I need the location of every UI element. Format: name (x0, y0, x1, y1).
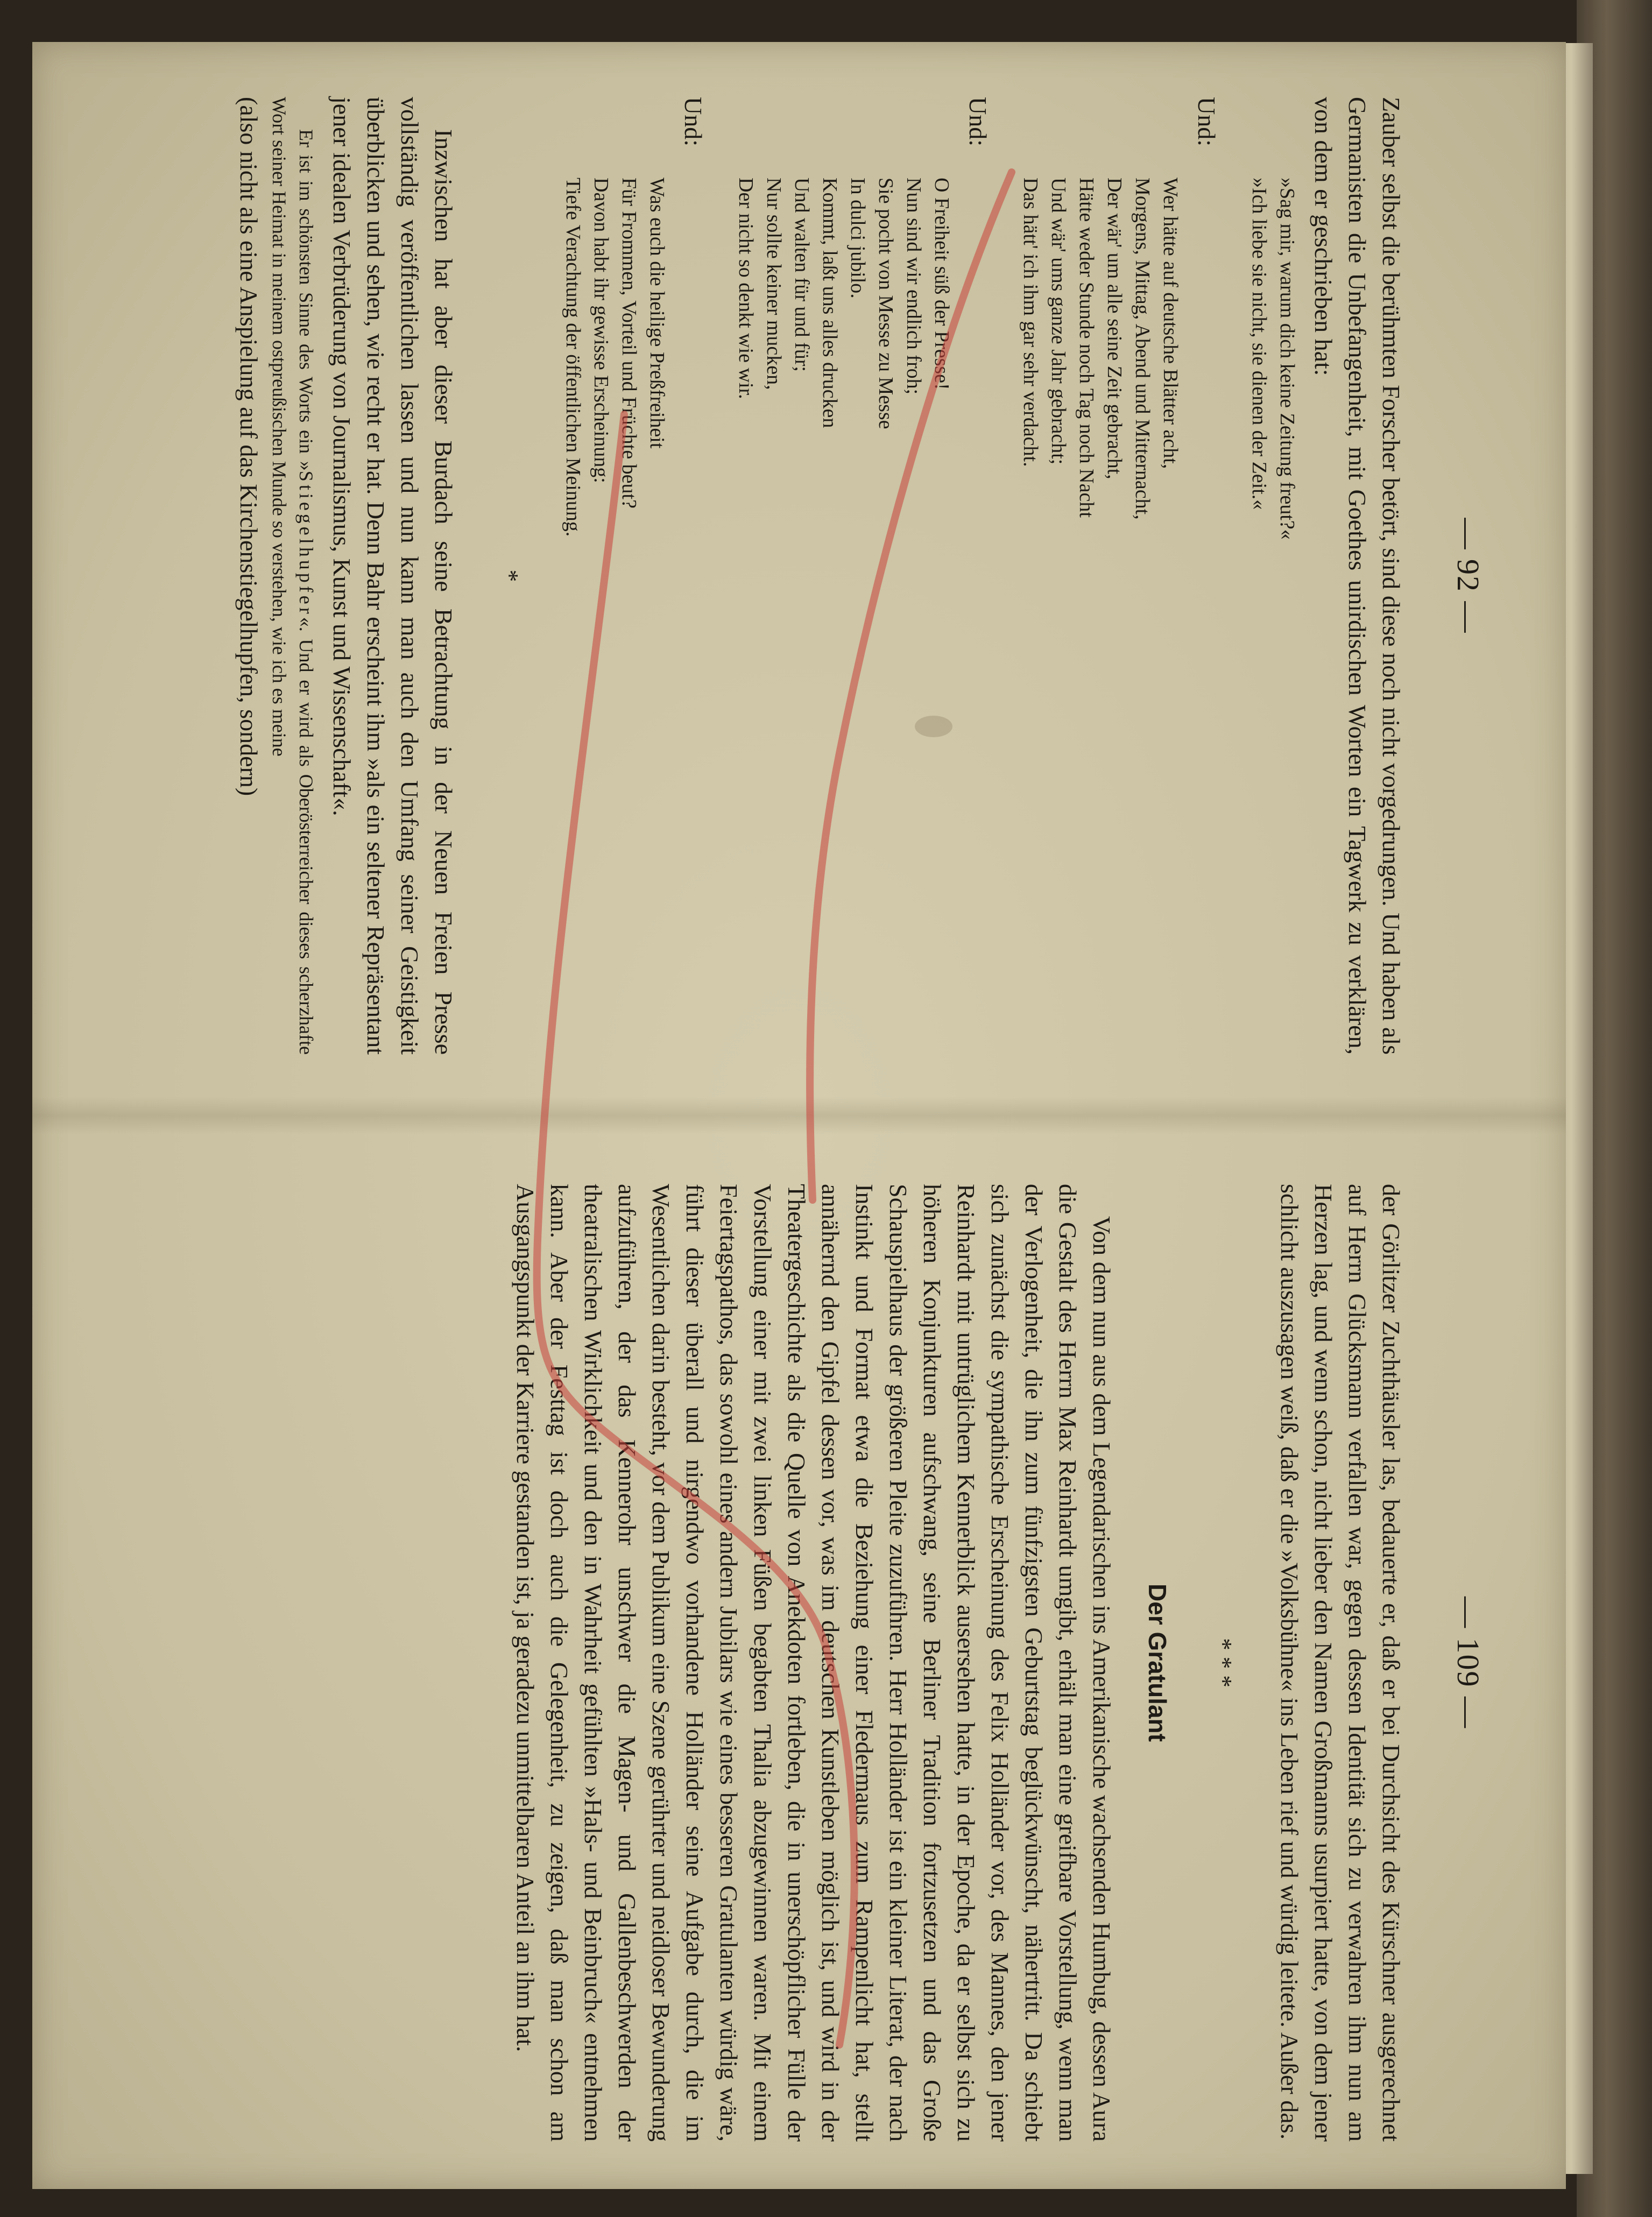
paragraph: Von dem nun aus dem Legendarischen ins Amerikanische wachsenden Humbug, dessen Aura die Gestalt des Herrn Max Reinhardt umgibt, erhält man eine greifbare Vorstellung, wenn man der Verlogenheit, die ihn zum fünfzigsten Geburtstag beglückwünscht, nähertritt. Da schiebt sich zunächst die sympathische Erscheinung des Felix Holländer vor, des Mannes, den jener Reinhardt mit untrüglichem Kennerblick ausersehen hatte, in der Epoche, da er selbst sich zu höheren Konjunkturen aufschwang, seine Berliner Tradition fortzusetzen und das Große Schauspielhaus der größeren Pleite zuzuführen. Herr Holländer ist ein kleiner Literat, der nach Instinkt und Format etwa die Beziehung einer Fledermaus zum Rampenlicht hat, stellt annähernd den Gipfel dessen vor, was im deutschen Kunstleben möglich ist, und wird in der Theatergeschichte als die Quelle von Anekdoten fortleben, die in unerschöpflicher Fülle der Vorstellung einer mit zwei linken Füßen begabten Thalia abzugewinnen waren. Mit einem Feiertagspathos, das sowohl eines andern Jubilars wie eines besseren Gratulanten würdig wäre, führt dieser überall und nirgendwo vorhandene Holländer seine Aufgabe durch, die im Wesentlichen darin besteht, vor dem Publikum eine Szene gerührter und neidloser Bewunderung aufzuführen, der das Kennerohr unschwer die Magen- und Gallenbeschwerden der theatralischen Wirklichkeit und den in Wahrheit gefühlten »Hals- und Beinbruch« entnehmen kann. Aber der Festtag ist doch auch die Gelegenheit, zu zeigen, daß man schon am Ausgangspunkt der Karriere gestanden ist, ja geradezu unmittelbaren Anteil an ihm hat. (512, 1184, 1116, 2142)
footnote (266, 97, 320, 1055)
poem-line: Was euch die heilige Preßfreiheit (646, 178, 668, 449)
poem-line: Sie pocht von Messe zu Messe (874, 178, 897, 429)
poem-line: Tiefe Verachtung der öffentlichen Meinung. (562, 178, 584, 537)
poem-line: Nun sind wir endlich froh; (902, 178, 925, 395)
page-109 (248, 1184, 1485, 2142)
poem-line: Nur sollte keiner mucken, (763, 178, 785, 390)
und-label: Und: (680, 97, 707, 146)
spaced-word: Stiegelhupfer (295, 470, 317, 617)
footnote-text: Er ist im schönsten Sinne des Worts ein » (295, 129, 317, 471)
paragraph: Inzwischen hat aber dieser Burdach seine Betrachtung in der Neuen Freien Presse vollständig veröffentlichen lassen und nun kann man auch den Umfang seiner Geistigkeit überblicken und sehen, wie recht er hat. Denn Bahr erscheint ihm »als ein seltener Repräsentant jener idealen Verbrüderung von Journalismus, Kunst und Wissenschaft«. (328, 97, 457, 1055)
poem-line: Und wär' ums ganze Jahr gebracht; (1047, 178, 1070, 465)
poem-line: Hätte weder Stunde noch Tag noch Nacht (1075, 178, 1098, 518)
paper-smudge (915, 716, 952, 737)
poem-line: Der nicht so denkt wie wir. (735, 178, 757, 399)
poem-line: Davon habt ihr gewisse Erscheinung: (590, 178, 612, 483)
paragraph: der Görlitzer Zuchthäusler las, bedauerte er, daß er bei Durchsicht des Kürschner ausgerechnet auf Herrn Glücksmann verfallen war, gegen dessen Identität sich zu verwahren ihm nun am Herzen lag, und wenn schon, nicht lieber den Namen Großmanns usurpiert hatte, von dem jener schlicht auszusagen weiß, daß er die »Volksbühne« ins Leben rief und würdig leitete. Außer das. (1276, 1184, 1405, 2142)
poem-stanza (1016, 97, 1184, 1055)
section-heading: Der Gratulant (1143, 1584, 1171, 1742)
und-label: Und: (1193, 97, 1220, 146)
poem-stanza (732, 97, 956, 1055)
paragraph: (also nicht als eine Anspielung auf das Kirchenstiegelhupfen, sondern) (235, 97, 263, 796)
poem-line: »Sag mir, warum dich keine Zeitung freut?« (1276, 178, 1298, 540)
paragraph: Zauber selbst die berühmten Forscher betört, sind diese noch nicht vorgedrungen. Und haben als Germanisten die Unbefangenheit, mit Goethes unirdischen Worten ein Tagwerk zu verklären, von dem er geschrieben hat: (1310, 97, 1405, 1055)
und-label: Und: (964, 97, 992, 146)
poem-line: Und walten für und für; (790, 178, 813, 372)
poem-line: Wer hätte auf deutsche Blätter acht, (1159, 178, 1182, 469)
section-stars: * * * (1210, 1638, 1237, 1688)
poem-line: In dulci jubilo. (846, 178, 869, 299)
footnote-text: «. Und er wird als Oberösterreicher dieses scherzhafte Wort seiner Heimat in meinem ostpreußischen Munde so verstehen, wie ich es meine (269, 97, 317, 1055)
poem-stanza (559, 97, 671, 1055)
page-92 (235, 97, 1486, 1055)
page-number: — 109 — (1451, 1597, 1486, 1729)
page-number: — 92 — (1451, 518, 1486, 634)
page-gutter (32, 1097, 1566, 1134)
poem-quote (1245, 97, 1301, 1055)
poem-line: Das hätt' ich ihm gar sehr verdacht. (1019, 178, 1042, 467)
poem-line: Morgens, Mittag, Abend und Mitternacht, (1131, 178, 1154, 520)
poem-line: O Freiheit süß der Presse! (930, 178, 953, 390)
poem-line: Für Frommen, Vorteil und Früchte beut? (618, 178, 640, 509)
poem-line: Der wär' um alle seine Zeit gebracht, (1103, 178, 1126, 479)
poem-line: Kommt, laßt uns alles drucken (818, 178, 841, 428)
poem-line: »Ich liebe sie nicht, sie dienen der Zeit.« (1248, 178, 1270, 510)
section-asterisk: * (496, 569, 524, 582)
